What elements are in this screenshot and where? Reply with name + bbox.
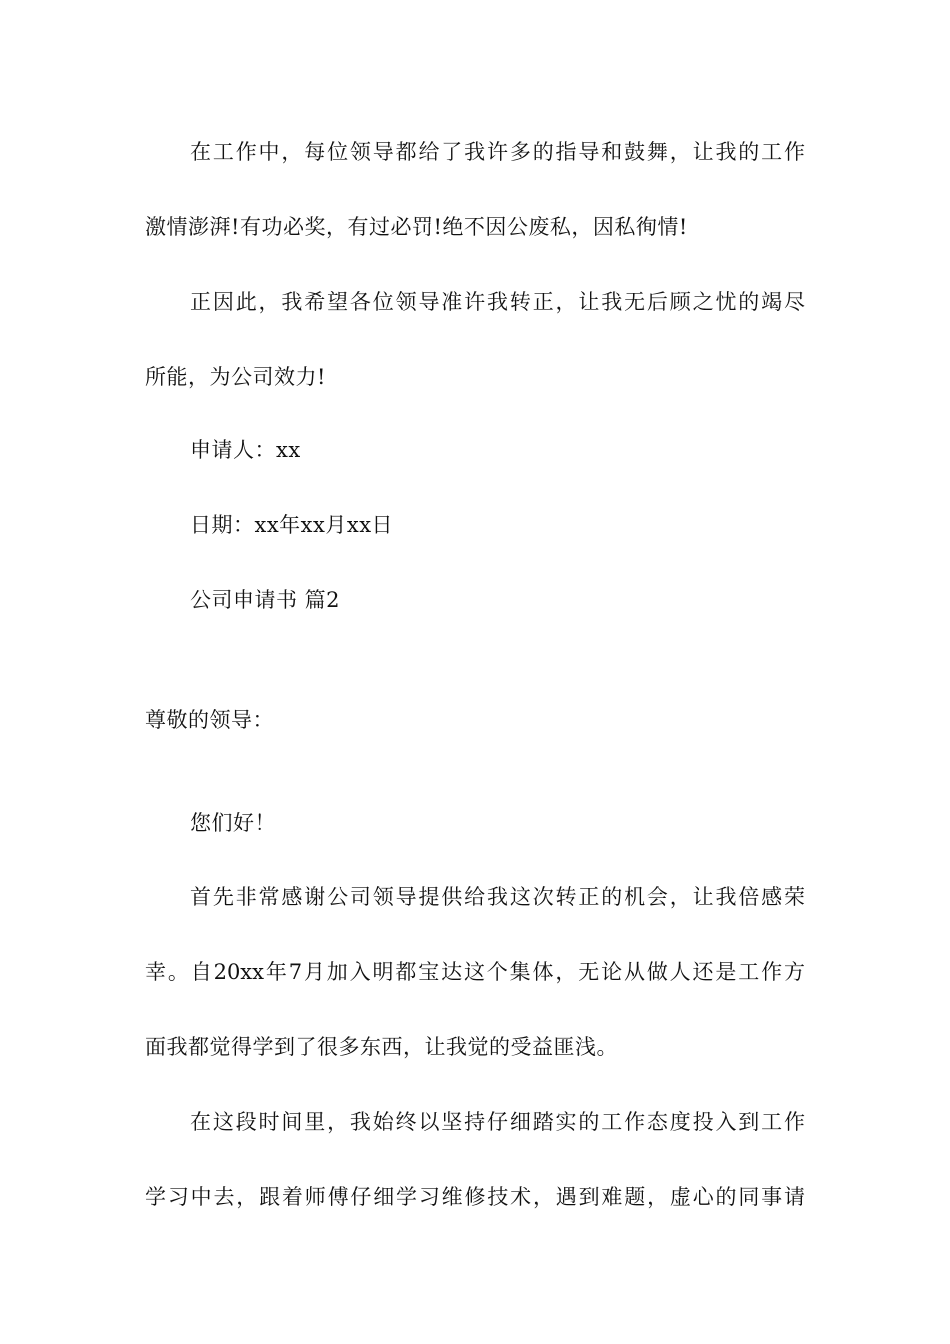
paragraph-line: 在这段时间里，我始终以坚持仔细踏实的工作态度投入到工作	[190, 1110, 805, 1134]
paragraph-line: 在工作中，每位领导都给了我许多的指导和鼓舞，让我的工作	[190, 140, 805, 164]
paragraph-line: 面我都觉得学到了很多东西，让我觉的受益匪浅。	[145, 1035, 618, 1059]
salutation: 尊敬的领导：	[145, 708, 274, 732]
paragraph-line: 正因此，我希望各位领导准许我转正，让我无后顾之忧的竭尽	[190, 290, 805, 314]
paragraph-line: 幸。自20xx年7月加入明都宝达这个集体，无论从做人还是工作方	[145, 960, 805, 984]
paragraph-line: 激情澎湃!有功必奖，有过必罚!绝不因公废私，因私徇情!	[145, 215, 688, 239]
paragraph-line: 首先非常感谢公司领导提供给我这次转正的机会，让我倍感荣	[190, 885, 805, 909]
paragraph-line: 学习中去，跟着师傅仔细学习维修技术，遇到难题，虚心的同事请	[145, 1185, 805, 1209]
applicant-line: 申请人：xx	[190, 438, 301, 462]
section-heading: 公司申请书 篇2	[190, 588, 341, 612]
paragraph-line: 所能，为公司效力!	[145, 365, 326, 389]
date-line: 日期：xx年xx月xx日	[190, 513, 394, 537]
greeting: 您们好！	[190, 811, 276, 835]
